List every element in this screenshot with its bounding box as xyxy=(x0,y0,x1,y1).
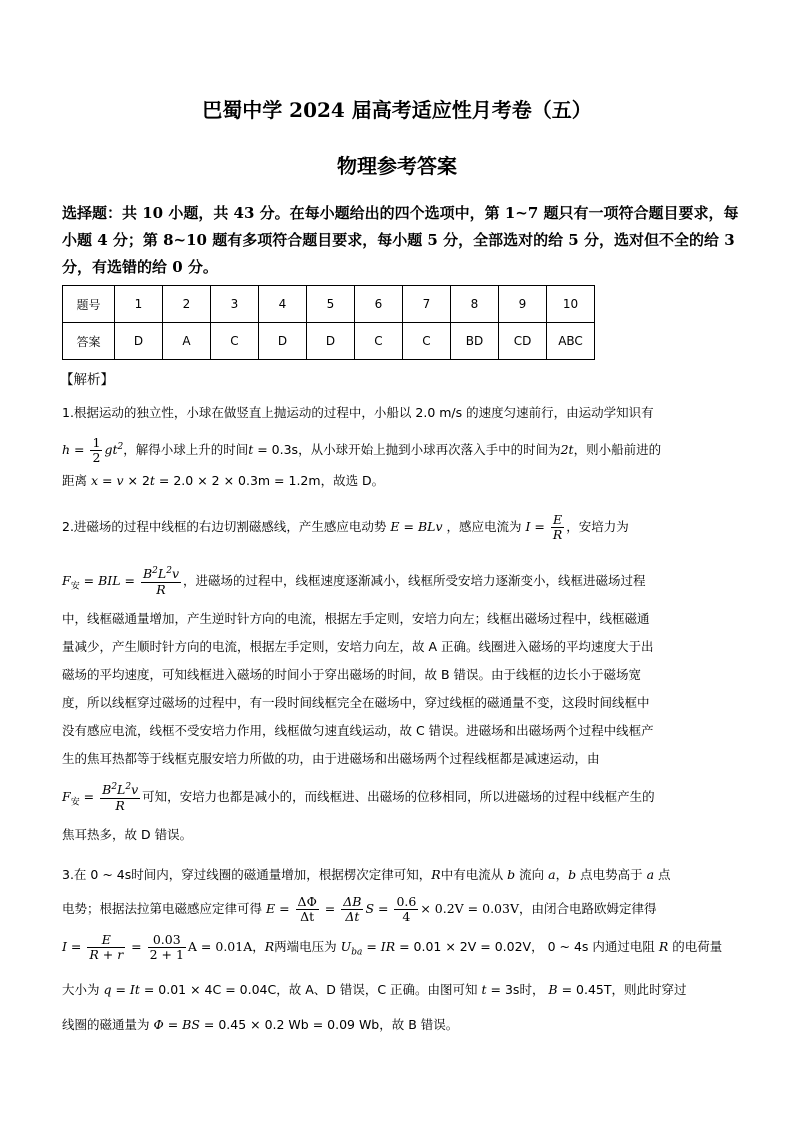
question-number: 6 xyxy=(355,286,403,323)
answer-table xyxy=(62,285,595,360)
text: ，从小球开始上抛到小球再次落入手中的时间为 xyxy=(298,442,561,458)
text: ，则此时穿过 xyxy=(611,982,687,997)
question-number: 1 xyxy=(115,286,163,323)
q2-line-6: 度，所以线框穿过磁场的过程中，有一段时间线框完全在磁场中，穿过线框的磁通量不变，这段时间线框中 xyxy=(62,695,650,710)
text: 时间内，穿过线圈的磁通量增加，根据楞次定律可知， xyxy=(131,867,432,882)
text: ， xyxy=(252,939,265,954)
q1-line-1: 1.根据运动的独立性，小球在做竖直上抛运动的过程中，小船以 2.0 m/s 的速度匀速前行，由运动学知识有 xyxy=(62,405,654,420)
question-number: 2 xyxy=(163,286,211,323)
text: ，进磁场的过程中，线框速度逐渐减小，线框所受安培力逐渐变小，线框进磁场过程 xyxy=(183,573,646,588)
text: 电势；根据法拉第电磁感应定律可得 xyxy=(62,901,263,916)
row-header-answer: 答案 xyxy=(63,323,115,360)
text: ，故 B 错误。 xyxy=(379,1017,459,1032)
analysis-heading: 【解析】 xyxy=(60,372,114,388)
text: 点电势高于 xyxy=(580,867,643,882)
text: ，故 A、D 错误，C 正确。由图可知 xyxy=(276,982,478,997)
answer-cell: C xyxy=(355,323,403,360)
text: ，安培力为 xyxy=(566,519,629,534)
text: 的电荷量 xyxy=(672,939,723,954)
q2-line-1 xyxy=(62,512,629,542)
text: ，故选 D。 xyxy=(320,473,385,488)
question-number: 7 xyxy=(403,286,451,323)
answer-row xyxy=(63,323,595,360)
formula: t xyxy=(248,442,254,458)
formula: x = v xyxy=(87,473,124,488)
text: ，解得小球上升的时间 xyxy=(123,442,249,458)
answer-cell: D xyxy=(259,323,307,360)
question-number: 10 xyxy=(547,286,595,323)
q2-line-2 xyxy=(62,566,646,596)
text: ，由闭合电路欧姆定律得 xyxy=(518,901,657,916)
formula: q = It xyxy=(99,982,140,997)
number-row xyxy=(63,286,595,323)
text: ， xyxy=(531,939,544,954)
q1-line-2: h = $\frac{1}{2}$ $gt^2$，解得小球上升的时间t = 0.3s，从小球开始上抛到小球再次落入手中的时间为2t，则小船前进的 xyxy=(62,434,662,466)
text: 两端电压为 xyxy=(274,939,337,954)
formula: I = $\frac{E}{R}$ xyxy=(521,511,563,542)
answer-cell: BD xyxy=(451,323,499,360)
q2-line-10: 焦耳热多，故 D 错误。 xyxy=(62,827,193,842)
text: 点 xyxy=(658,867,671,882)
formula: $F_安$ = BIL = $\frac{B^2L^2v}{R}$ xyxy=(62,566,179,597)
q2-line-4: 量减少，产生顺时针方向的电流，根据左手定则，安培力向左，故 A 正确。线圈进入磁场的平均速度大于出 xyxy=(62,639,654,654)
formula: $F_安$ = $\frac{B^2L^2v}{R}$ xyxy=(62,782,139,813)
formula: E = $\frac{\Delta\Phi}{\Delta t}$ = $\frac{\Delta B}{\Delta t}$ S = $\frac{0.6}{4}$ × 0.2V = 0.03V xyxy=(262,893,519,924)
answer-cell: C xyxy=(211,323,259,360)
text: 流向 xyxy=(519,867,545,882)
formula: E = BLv xyxy=(386,519,447,534)
formula: h = $\frac{1}{2}$ $gt^2$ xyxy=(62,434,124,466)
q2-line-8: 生的焦耳热都等于线框克服安培力所做的功，由于进磁场和出磁场两个过程线框都是减速运动，由 xyxy=(62,751,600,766)
q3-line-2 xyxy=(62,894,657,924)
text: 中有电流从 xyxy=(440,867,504,882)
answer-cell: CD xyxy=(499,323,547,360)
text: 线圈的磁通量为 xyxy=(62,1017,150,1032)
text: 3.在 xyxy=(62,867,87,882)
answer-cell: ABC xyxy=(547,323,595,360)
text: 距离 xyxy=(62,473,88,488)
question-number: 9 xyxy=(499,286,547,323)
question-number: 5 xyxy=(307,286,355,323)
q1-line-3: 距离 x = v × 2t = 2.0 × 2 × 0.3m = 1.2m，故选 D。 xyxy=(62,473,385,488)
text: ，感应电流为 xyxy=(446,519,522,534)
q2-line-9 xyxy=(62,782,655,812)
q2-line-3: 中，线框磁通量增加，产生逆时针方向的电流，根据左手定则，安培力向左；线框出磁场过程中，线框磁通 xyxy=(62,611,650,626)
q3-line-3: I = $\frac{E}{R + r}$ = $\frac{0.03}{2 + 1}$ A = 0.01A，R两端电压为 $U_{ba}$ = IR = 0.01 × 2V = 0.02V， 0 ~ 4s 内通过电阻 R 的电荷量 xyxy=(62,931,723,962)
exam-subtitle: 物理参考答案 xyxy=(337,154,457,178)
formula: 0 ~ 4s xyxy=(86,867,132,882)
text: 大小为 xyxy=(62,982,100,997)
q3-line-5: 线圈的磁通量为 Φ = BS = 0.45 × 0.2 Wb = 0.09 Wb，故 B 错误。 xyxy=(62,1017,459,1032)
row-header-number: 题号 xyxy=(63,286,115,323)
question-number: 3 xyxy=(211,286,259,323)
text: 时， xyxy=(519,982,545,997)
answer-cell: D xyxy=(115,323,163,360)
answer-cell: C xyxy=(403,323,451,360)
text: 内通过电阻 xyxy=(592,939,655,954)
text: 2.进磁场的过程中线框的右边切割磁感线，产生感应电动势 xyxy=(62,519,387,534)
q2-line-5: 磁场的平均速度，可知线框进入磁场的时间小于穿出磁场的时间，故 B 错误。由于线框的边长小于磁场宽 xyxy=(62,667,642,682)
instructions: 选择题：共 10 小题，共 43 分。在每小题给出的四个选项中，第 1~7 题只有一项符合题目要求，每小题 4 分；第 8~10 题有多项符合题目要求，每小题 5 分，全部选对的给 5 分，选对但不全的给 3 分，有选错的给 0 分。 xyxy=(62,204,739,276)
question-number: 8 xyxy=(451,286,499,323)
q2-line-7: 没有感应电流，线框不受安培力作用，线框做匀速直线运动，故 C 错误。进磁场和出磁场两个过程中线框产 xyxy=(62,723,654,738)
answer-cell: A xyxy=(163,323,211,360)
q3-line-4: 大小为 q = It = 0.01 × 4C = 0.04C，故 A、D 错误，C 正确。由图可知 t = 3s时， B = 0.45T，则此时穿过 xyxy=(62,982,687,997)
text: 可知，安培力也都是减小的，而线框进、出磁场的位移相同，所以进磁场的过程中线框产生的 xyxy=(142,789,655,804)
formula: I = $\frac{E}{R + r}$ = $\frac{0.03}{2 + 1}$ A = 0.01A xyxy=(62,931,253,962)
text: ， xyxy=(555,867,569,882)
answer-cell: D xyxy=(307,323,355,360)
q3-line-1: 3.在 0 ~ 4s时间内，穿过线圈的磁通量增加，根据楞次定律可知，R中有电流从 b 流向 a，b 点电势高于 a 点 xyxy=(62,867,671,882)
question-number: 4 xyxy=(259,286,307,323)
text: ，则小船前进的 xyxy=(573,442,662,458)
formula: Φ = BS xyxy=(149,1017,200,1032)
exam-title: 巴蜀中学 2024 届高考适应性月考卷（五） xyxy=(202,98,592,122)
formula: 2t xyxy=(560,442,574,458)
